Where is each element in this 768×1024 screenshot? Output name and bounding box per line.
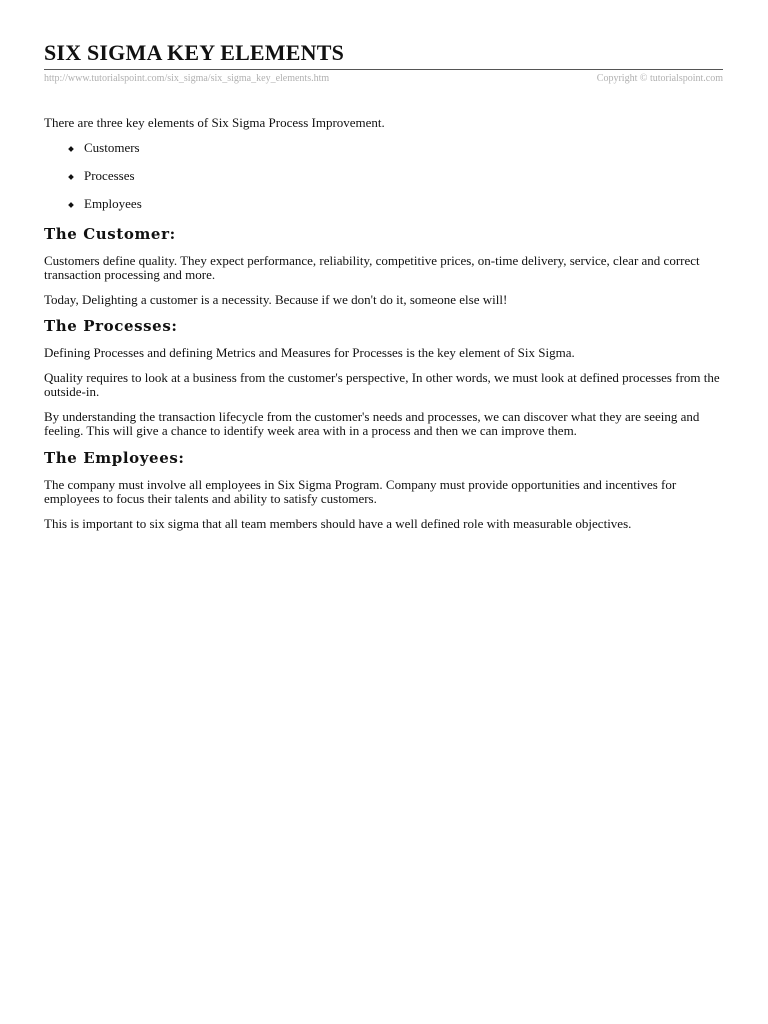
list-item	[68, 141, 723, 156]
section-processes	[44, 317, 723, 439]
paragraph: The company must involve all employees in Six Sigma Program. Company must provide opportunities and incentives for employees to focus their talents and ability to satisfy customers.	[44, 476, 677, 506]
paragraph: Defining Processes and defining Metrics and Measures for Processes is the key element of Six Sigma.	[44, 345, 575, 360]
diamond-bullet-icon	[68, 174, 74, 180]
key-elements-list	[44, 141, 723, 212]
paragraph: Quality requires to look at a business from the customer's perspective, In other words, we must look at defined processes from the outside-in.	[44, 369, 720, 399]
paragraph: By understanding the transaction lifecycle from the customer's needs and processes, we can discover what they are seeing and feeling. This will give a chance to identify week area with in a process and then we can improve them.	[44, 408, 700, 438]
section-heading: The Processes:	[44, 317, 178, 335]
list-item	[68, 197, 723, 212]
paragraph: This is important to six sigma that all team members should have a well defined role with measurable objectives.	[44, 515, 632, 531]
section-customer	[44, 225, 723, 308]
copyright-notice: Copyright © tutorialspoint.com	[596, 73, 723, 84]
list-item-label: Processes	[84, 167, 135, 183]
diamond-bullet-icon	[68, 202, 74, 208]
intro-paragraph: There are three key elements of Six Sigma Process Improvement.	[44, 115, 385, 130]
list-item-label: Customers	[84, 139, 140, 155]
section-heading: The Customer:	[44, 224, 176, 243]
header-meta-row	[44, 73, 723, 85]
section-heading: The Employees:	[44, 448, 185, 467]
section-employees	[44, 449, 723, 532]
document-body	[44, 116, 723, 531]
page-title: SIX SIGMA KEY ELEMENTS	[44, 40, 345, 65]
paragraph: Customers define quality. They expect performance, reliability, competitive prices, on-time delivery, service, clear and correct transaction processing and more.	[44, 252, 700, 282]
paragraph: Today, Delighting a customer is a necessity. Because if we don't do it, someone else will!	[44, 291, 508, 307]
list-item-label: Employees	[84, 195, 142, 211]
list-item	[68, 169, 723, 184]
header-divider	[44, 69, 723, 70]
diamond-bullet-icon	[68, 146, 74, 152]
source-url: http://www.tutorialspoint.com/six_sigma/six_sigma_key_elements.htm	[44, 73, 330, 84]
